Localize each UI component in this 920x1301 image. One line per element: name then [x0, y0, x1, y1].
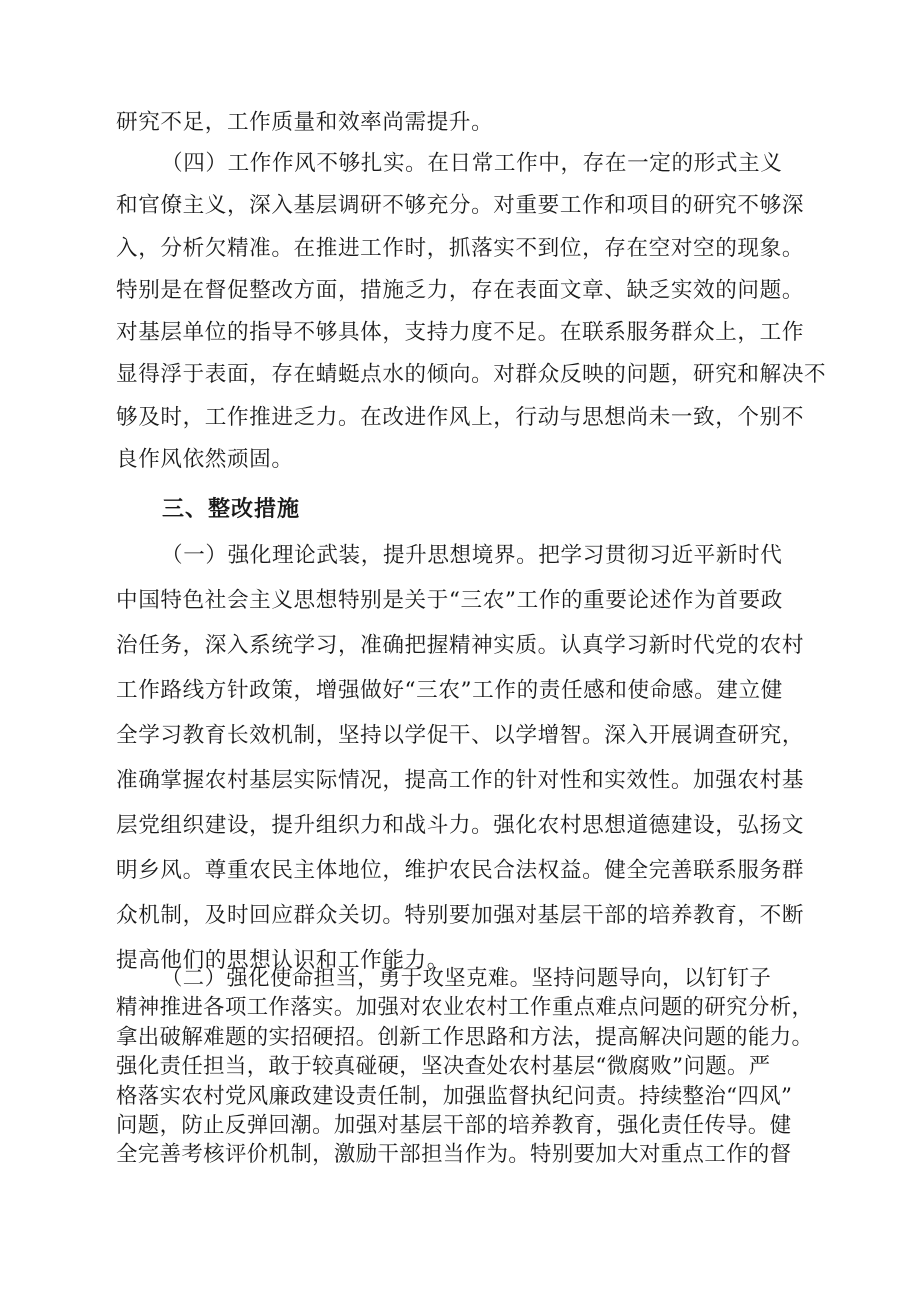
text-line: 工作路线方针政策，增强做好“三农”工作的责任感和使命感。建立健 — [116, 678, 783, 703]
text-line: 强化责任担当，敢于较真碰硬，坚决查处农村基层“微腐败”问题。严 — [116, 1054, 771, 1080]
text-line: 良作风依然顽固。 — [116, 447, 294, 473]
text-line: 入，分析欠精准。在推进工作时，抓落实不到位，存在空对空的现象。 — [116, 235, 805, 261]
text-line: 显得浮于表面，存在蜻蜓点水的倾向。对群众反映的问题，研究和解决不 — [116, 362, 827, 388]
text-line: 提高他们的思想认识和工作能力。 — [116, 948, 449, 973]
section-heading: 三、整改措施 — [162, 497, 301, 522]
text-line: 对基层单位的指导不够具体，支持力度不足。在联系服务群众上，工作 — [116, 320, 805, 346]
text-line: （二）强化使命担当，勇于攻坚克难。坚持问题导向，以钉钉子 — [161, 966, 772, 991]
text-line: 准确掌握农村基层实际情况，提高工作的针对性和实效性。加强农村基 — [116, 768, 805, 793]
text-line: 全学习教育长效机制，坚持以学促干、以学增智。深入开展调查研究， — [116, 723, 805, 748]
paragraph-continuation — [116, 101, 834, 145]
text-line: 中国特色社会主义思想特别是关于“三农”工作的重要论述作为首要政 — [116, 588, 783, 613]
text-line: 层党组织建设，提升组织力和战斗力。强化农村思想道德建设，弘扬文 — [116, 813, 805, 838]
text-line: 拿出破解难题的实招硬招。创新工作思路和方法，提高解决问题的能力。 — [116, 1024, 814, 1050]
text-line: 全完善考核评价机制，激励干部担当作为。特别要加大对重点工作的督 — [116, 1142, 792, 1168]
text-line: 和官僚主义，深入基层调研不够充分。对重要工作和项目的研究不够深 — [116, 193, 805, 219]
text-line: 够及时，工作推进乏力。在改进作风上，行动与思想尚未一致，个别不 — [116, 404, 805, 430]
text-line: 问题，防止反弹回潮。加强对基层干部的培养教育，强化责任传导。健 — [116, 1112, 792, 1138]
text-line: 特别是在督促整改方面，措施乏力，存在表面文章、缺乏实效的问题。 — [116, 277, 805, 303]
text-line: 众机制，及时回应群众关切。特别要加强对基层干部的培养教育，不断 — [116, 903, 805, 928]
text-line: 精神推进各项工作落实。加强对农业农村工作重点难点问题的研究分析， — [116, 995, 814, 1021]
text-line: 明乡风。尊重农民主体地位，维护农民合法权益。健全完善联系服务群 — [116, 858, 805, 883]
paragraph-theory — [116, 533, 834, 983]
text-line: （一）强化理论武装，提升思想境界。把学习贯彻习近平新时代 — [161, 543, 783, 568]
paragraph-mission — [116, 964, 834, 1170]
text-line: （四）工作作风不够扎实。在日常工作中，存在一定的形式主义 — [161, 151, 783, 176]
text-line: 研究不足，工作质量和效率尚需提升。 — [116, 110, 494, 135]
text-line: 治任务，深入系统学习，准确把握精神实质。认真学习新时代党的农村 — [116, 633, 805, 658]
paragraph-work-style — [116, 143, 834, 481]
text-line: 格落实农村党风廉政建设责任制，加强监督执纪问责。持续整治“四风” — [116, 1083, 793, 1109]
